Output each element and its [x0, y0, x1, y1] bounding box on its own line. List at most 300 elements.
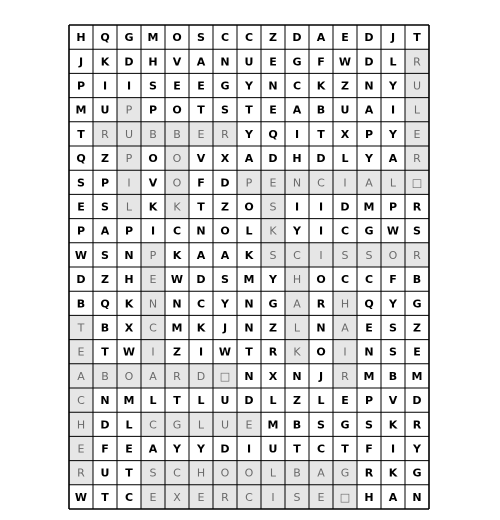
- grid-cell[interactable]: [261, 436, 285, 460]
- grid-cell[interactable]: [165, 388, 189, 412]
- grid-cell[interactable]: [93, 436, 117, 460]
- grid-cell[interactable]: [357, 412, 381, 436]
- grid-cell[interactable]: [405, 267, 429, 291]
- grid-cell[interactable]: [357, 243, 381, 267]
- grid-cell[interactable]: [117, 291, 141, 315]
- grid-cell[interactable]: [93, 219, 117, 243]
- grid-cell[interactable]: [405, 122, 429, 146]
- grid-cell[interactable]: [309, 436, 333, 460]
- grid-cell[interactable]: [93, 315, 117, 339]
- grid-cell[interactable]: [117, 364, 141, 388]
- grid-cell[interactable]: [117, 436, 141, 460]
- grid-cell[interactable]: [141, 146, 165, 170]
- grid-cell[interactable]: [357, 49, 381, 73]
- grid-cell[interactable]: [141, 25, 165, 49]
- grid-cell[interactable]: [165, 25, 189, 49]
- grid-cell[interactable]: [69, 461, 93, 485]
- grid-cell[interactable]: [285, 267, 309, 291]
- grid-cell[interactable]: [285, 315, 309, 339]
- grid-cell[interactable]: [261, 340, 285, 364]
- grid-cell[interactable]: [357, 146, 381, 170]
- grid-cell[interactable]: [189, 412, 213, 436]
- grid-cell[interactable]: [405, 340, 429, 364]
- grid-cell[interactable]: [237, 388, 261, 412]
- grid-cell[interactable]: [285, 243, 309, 267]
- grid-cell[interactable]: [117, 412, 141, 436]
- grid-cell[interactable]: [117, 73, 141, 97]
- grid-cell[interactable]: [405, 412, 429, 436]
- grid-cell[interactable]: [141, 49, 165, 73]
- grid-cell[interactable]: [237, 219, 261, 243]
- grid-cell[interactable]: [117, 194, 141, 218]
- grid-cell[interactable]: [405, 146, 429, 170]
- grid-cell[interactable]: [261, 25, 285, 49]
- grid-cell[interactable]: [237, 146, 261, 170]
- grid-cell[interactable]: [213, 122, 237, 146]
- grid-cell[interactable]: [309, 267, 333, 291]
- grid-cell[interactable]: [165, 461, 189, 485]
- grid-cell[interactable]: [237, 243, 261, 267]
- grid-cell[interactable]: [189, 194, 213, 218]
- grid-cell[interactable]: [357, 461, 381, 485]
- grid-cell[interactable]: [69, 243, 93, 267]
- grid-cell[interactable]: [357, 388, 381, 412]
- grid-cell[interactable]: [165, 194, 189, 218]
- grid-cell[interactable]: [93, 194, 117, 218]
- grid-cell[interactable]: [69, 170, 93, 194]
- grid-cell[interactable]: [333, 291, 357, 315]
- grid-cell[interactable]: [261, 98, 285, 122]
- grid-cell[interactable]: [165, 122, 189, 146]
- grid-cell[interactable]: [69, 388, 93, 412]
- grid-cell[interactable]: [165, 291, 189, 315]
- grid-cell[interactable]: [381, 364, 405, 388]
- grid-cell[interactable]: [69, 98, 93, 122]
- grid-cell[interactable]: [309, 73, 333, 97]
- grid-cell[interactable]: [333, 267, 357, 291]
- grid-cell[interactable]: [213, 146, 237, 170]
- grid-cell[interactable]: [117, 25, 141, 49]
- grid-cell[interactable]: [69, 291, 93, 315]
- grid-cell[interactable]: [165, 340, 189, 364]
- grid-cell[interactable]: [69, 25, 93, 49]
- grid-cell[interactable]: [141, 122, 165, 146]
- grid-cell[interactable]: [309, 364, 333, 388]
- grid-cell[interactable]: [381, 388, 405, 412]
- grid-cell[interactable]: [165, 485, 189, 509]
- grid-cell[interactable]: [165, 436, 189, 460]
- grid-cell[interactable]: [285, 412, 309, 436]
- grid-cell[interactable]: [381, 170, 405, 194]
- grid-cell[interactable]: [93, 243, 117, 267]
- grid-cell[interactable]: [213, 170, 237, 194]
- grid-cell[interactable]: [189, 73, 213, 97]
- grid-cell[interactable]: [93, 170, 117, 194]
- grid-cell[interactable]: [141, 461, 165, 485]
- grid-cell[interactable]: [381, 25, 405, 49]
- grid-cell[interactable]: [141, 98, 165, 122]
- grid-cell[interactable]: [93, 461, 117, 485]
- grid-cell[interactable]: [381, 291, 405, 315]
- grid-cell[interactable]: [237, 412, 261, 436]
- grid-cell[interactable]: [381, 122, 405, 146]
- grid-cell[interactable]: [69, 267, 93, 291]
- grid-cell[interactable]: [189, 122, 213, 146]
- grid-cell[interactable]: [69, 194, 93, 218]
- grid-cell[interactable]: [237, 194, 261, 218]
- grid-cell[interactable]: [165, 170, 189, 194]
- grid-cell[interactable]: [261, 315, 285, 339]
- grid-cell[interactable]: [333, 243, 357, 267]
- grid-cell[interactable]: [141, 412, 165, 436]
- grid-cell[interactable]: [165, 146, 189, 170]
- grid-cell[interactable]: [213, 315, 237, 339]
- grid-cell[interactable]: [189, 388, 213, 412]
- grid-cell[interactable]: [285, 436, 309, 460]
- grid-cell[interactable]: [69, 364, 93, 388]
- grid-cell[interactable]: [165, 267, 189, 291]
- grid-cell[interactable]: [93, 388, 117, 412]
- grid-cell[interactable]: [333, 485, 357, 509]
- grid-cell[interactable]: [309, 146, 333, 170]
- grid-cell[interactable]: [405, 219, 429, 243]
- grid-cell[interactable]: [261, 461, 285, 485]
- grid-cell[interactable]: [261, 146, 285, 170]
- grid-cell[interactable]: [261, 194, 285, 218]
- grid-cell[interactable]: [285, 25, 309, 49]
- grid-cell[interactable]: [93, 49, 117, 73]
- grid-cell[interactable]: [381, 461, 405, 485]
- grid-cell[interactable]: [189, 25, 213, 49]
- grid-cell[interactable]: [213, 98, 237, 122]
- grid-cell[interactable]: [69, 49, 93, 73]
- grid-cell[interactable]: [117, 461, 141, 485]
- grid-cell[interactable]: [333, 219, 357, 243]
- grid-cell[interactable]: [285, 98, 309, 122]
- grid-cell[interactable]: [357, 73, 381, 97]
- grid-cell[interactable]: [357, 364, 381, 388]
- grid-cell[interactable]: [381, 315, 405, 339]
- grid-cell[interactable]: [237, 98, 261, 122]
- grid-cell[interactable]: [141, 194, 165, 218]
- grid-cell[interactable]: [213, 73, 237, 97]
- grid-cell[interactable]: [261, 170, 285, 194]
- grid-cell[interactable]: [261, 219, 285, 243]
- grid-cell[interactable]: [285, 291, 309, 315]
- grid-cell[interactable]: [285, 485, 309, 509]
- grid-cell[interactable]: [141, 170, 165, 194]
- grid-cell[interactable]: [405, 98, 429, 122]
- grid-cell[interactable]: [237, 73, 261, 97]
- grid-cell[interactable]: [309, 461, 333, 485]
- grid-cell[interactable]: [285, 122, 309, 146]
- grid-cell[interactable]: [405, 25, 429, 49]
- grid-cell[interactable]: [117, 122, 141, 146]
- grid-cell[interactable]: [309, 122, 333, 146]
- grid-cell[interactable]: [165, 315, 189, 339]
- grid-cell[interactable]: [357, 315, 381, 339]
- grid-cell[interactable]: [189, 267, 213, 291]
- grid-cell[interactable]: [381, 340, 405, 364]
- grid-cell[interactable]: [165, 219, 189, 243]
- grid-cell[interactable]: [309, 291, 333, 315]
- grid-cell[interactable]: [237, 340, 261, 364]
- grid-cell[interactable]: [405, 291, 429, 315]
- grid-cell[interactable]: [189, 219, 213, 243]
- grid-cell[interactable]: [213, 461, 237, 485]
- grid-cell[interactable]: [381, 98, 405, 122]
- grid-cell[interactable]: [309, 340, 333, 364]
- grid-cell[interactable]: [333, 146, 357, 170]
- grid-cell[interactable]: [405, 194, 429, 218]
- grid-cell[interactable]: [333, 194, 357, 218]
- grid-cell[interactable]: [309, 25, 333, 49]
- grid-cell[interactable]: [69, 219, 93, 243]
- grid-cell[interactable]: [141, 243, 165, 267]
- grid-cell[interactable]: [237, 291, 261, 315]
- grid-cell[interactable]: [93, 485, 117, 509]
- grid-cell[interactable]: [189, 98, 213, 122]
- grid-cell[interactable]: [141, 340, 165, 364]
- grid-cell[interactable]: [213, 194, 237, 218]
- grid-cell[interactable]: [405, 388, 429, 412]
- grid-cell[interactable]: [141, 219, 165, 243]
- grid-cell[interactable]: [333, 98, 357, 122]
- grid-cell[interactable]: [189, 315, 213, 339]
- grid-cell[interactable]: [213, 49, 237, 73]
- grid-cell[interactable]: [69, 146, 93, 170]
- grid-cell[interactable]: [261, 485, 285, 509]
- grid-cell[interactable]: [213, 291, 237, 315]
- grid-cell[interactable]: [357, 267, 381, 291]
- grid-cell[interactable]: [237, 170, 261, 194]
- grid-cell[interactable]: [189, 436, 213, 460]
- grid-cell[interactable]: [309, 219, 333, 243]
- grid-cell[interactable]: [165, 412, 189, 436]
- grid-cell[interactable]: [285, 49, 309, 73]
- grid-cell[interactable]: [405, 485, 429, 509]
- grid-cell[interactable]: [141, 267, 165, 291]
- grid-cell[interactable]: [285, 219, 309, 243]
- grid-cell[interactable]: [261, 243, 285, 267]
- grid-cell[interactable]: [93, 73, 117, 97]
- grid-cell[interactable]: [69, 340, 93, 364]
- grid-cell[interactable]: [213, 25, 237, 49]
- grid-cell[interactable]: [117, 388, 141, 412]
- grid-cell[interactable]: [117, 315, 141, 339]
- grid-cell[interactable]: [213, 267, 237, 291]
- grid-cell[interactable]: [333, 364, 357, 388]
- grid-cell[interactable]: [213, 364, 237, 388]
- grid-cell[interactable]: [261, 122, 285, 146]
- grid-cell[interactable]: [333, 315, 357, 339]
- grid-cell[interactable]: [141, 485, 165, 509]
- grid-cell[interactable]: [117, 267, 141, 291]
- grid-cell[interactable]: [237, 485, 261, 509]
- grid-cell[interactable]: [93, 25, 117, 49]
- grid-cell[interactable]: [165, 98, 189, 122]
- grid-cell[interactable]: [309, 243, 333, 267]
- grid-cell[interactable]: [213, 340, 237, 364]
- grid-cell[interactable]: [93, 291, 117, 315]
- grid-cell[interactable]: [93, 98, 117, 122]
- grid-cell[interactable]: [189, 170, 213, 194]
- grid-cell[interactable]: [189, 243, 213, 267]
- grid-cell[interactable]: [405, 170, 429, 194]
- grid-cell[interactable]: [333, 73, 357, 97]
- grid-cell[interactable]: [93, 364, 117, 388]
- grid-cell[interactable]: [117, 219, 141, 243]
- grid-cell[interactable]: [213, 388, 237, 412]
- grid-cell[interactable]: [333, 436, 357, 460]
- grid-cell[interactable]: [285, 340, 309, 364]
- grid-cell[interactable]: [141, 315, 165, 339]
- grid-cell[interactable]: [405, 73, 429, 97]
- grid-cell[interactable]: [117, 146, 141, 170]
- grid-cell[interactable]: [357, 25, 381, 49]
- grid-cell[interactable]: [381, 243, 405, 267]
- grid-cell[interactable]: [333, 25, 357, 49]
- grid-cell[interactable]: [285, 194, 309, 218]
- grid-cell[interactable]: [237, 315, 261, 339]
- grid-cell[interactable]: [237, 49, 261, 73]
- grid-cell[interactable]: [69, 436, 93, 460]
- grid-cell[interactable]: [381, 412, 405, 436]
- grid-cell[interactable]: [333, 388, 357, 412]
- grid-cell[interactable]: [237, 461, 261, 485]
- grid-cell[interactable]: [357, 98, 381, 122]
- grid-cell[interactable]: [381, 219, 405, 243]
- grid-cell[interactable]: [189, 146, 213, 170]
- grid-cell[interactable]: [261, 412, 285, 436]
- grid-cell[interactable]: [93, 412, 117, 436]
- grid-cell[interactable]: [189, 461, 213, 485]
- grid-cell[interactable]: [285, 73, 309, 97]
- grid-cell[interactable]: [381, 146, 405, 170]
- grid-cell[interactable]: [141, 364, 165, 388]
- grid-cell[interactable]: [405, 243, 429, 267]
- grid-cell[interactable]: [165, 364, 189, 388]
- grid-cell[interactable]: [165, 49, 189, 73]
- grid-cell[interactable]: [309, 170, 333, 194]
- grid-cell[interactable]: [69, 73, 93, 97]
- grid-cell[interactable]: [381, 194, 405, 218]
- grid-cell[interactable]: [333, 170, 357, 194]
- grid-cell[interactable]: [117, 485, 141, 509]
- grid-cell[interactable]: [93, 122, 117, 146]
- grid-cell[interactable]: [309, 194, 333, 218]
- grid-cell[interactable]: [69, 485, 93, 509]
- grid-cell[interactable]: [381, 73, 405, 97]
- grid-cell[interactable]: [381, 267, 405, 291]
- grid-cell[interactable]: [117, 98, 141, 122]
- grid-cell[interactable]: [357, 219, 381, 243]
- grid-cell[interactable]: [357, 291, 381, 315]
- grid-cell[interactable]: [285, 170, 309, 194]
- grid-cell[interactable]: [189, 340, 213, 364]
- grid-cell[interactable]: [333, 461, 357, 485]
- grid-cell[interactable]: [213, 219, 237, 243]
- grid-cell[interactable]: [309, 388, 333, 412]
- grid-cell[interactable]: [141, 388, 165, 412]
- grid-cell[interactable]: [261, 388, 285, 412]
- grid-cell[interactable]: [285, 461, 309, 485]
- grid-cell[interactable]: [141, 73, 165, 97]
- grid-cell[interactable]: [117, 49, 141, 73]
- grid-cell[interactable]: [213, 243, 237, 267]
- grid-cell[interactable]: [285, 364, 309, 388]
- grid-cell[interactable]: [333, 412, 357, 436]
- grid-cell[interactable]: [165, 243, 189, 267]
- grid-cell[interactable]: [285, 146, 309, 170]
- grid-cell[interactable]: [381, 485, 405, 509]
- grid-cell[interactable]: [213, 436, 237, 460]
- grid-cell[interactable]: [237, 364, 261, 388]
- grid-cell[interactable]: [333, 122, 357, 146]
- grid-cell[interactable]: [237, 436, 261, 460]
- grid-cell[interactable]: [261, 73, 285, 97]
- grid-cell[interactable]: [333, 340, 357, 364]
- grid-cell[interactable]: [93, 340, 117, 364]
- grid-cell[interactable]: [405, 461, 429, 485]
- grid-cell[interactable]: [381, 436, 405, 460]
- grid-cell[interactable]: [357, 340, 381, 364]
- grid-cell[interactable]: [141, 291, 165, 315]
- grid-cell[interactable]: [357, 122, 381, 146]
- grid-cell[interactable]: [69, 315, 93, 339]
- grid-cell[interactable]: [93, 146, 117, 170]
- grid-cell[interactable]: [213, 412, 237, 436]
- grid-cell[interactable]: [309, 98, 333, 122]
- grid-cell[interactable]: [93, 267, 117, 291]
- grid-cell[interactable]: [333, 49, 357, 73]
- grid-cell[interactable]: [141, 436, 165, 460]
- grid-cell[interactable]: [357, 436, 381, 460]
- grid-cell[interactable]: [309, 412, 333, 436]
- grid-cell[interactable]: [261, 267, 285, 291]
- grid-cell[interactable]: [405, 49, 429, 73]
- grid-cell[interactable]: [357, 194, 381, 218]
- grid-cell[interactable]: [165, 73, 189, 97]
- grid-cell[interactable]: [117, 340, 141, 364]
- grid-cell[interactable]: [117, 170, 141, 194]
- grid-cell[interactable]: [213, 485, 237, 509]
- grid-cell[interactable]: [309, 485, 333, 509]
- grid-cell[interactable]: [309, 49, 333, 73]
- grid-cell[interactable]: [189, 291, 213, 315]
- grid-cell[interactable]: [69, 122, 93, 146]
- grid-cell[interactable]: [285, 388, 309, 412]
- grid-cell[interactable]: [261, 291, 285, 315]
- grid-cell[interactable]: [189, 364, 213, 388]
- grid-cell[interactable]: [357, 485, 381, 509]
- grid-cell[interactable]: [117, 243, 141, 267]
- grid-cell[interactable]: [405, 436, 429, 460]
- grid-cell[interactable]: [189, 49, 213, 73]
- grid-cell[interactable]: [237, 267, 261, 291]
- grid-cell[interactable]: [237, 122, 261, 146]
- grid-cell[interactable]: [261, 49, 285, 73]
- grid-cell[interactable]: [405, 315, 429, 339]
- grid-cell[interactable]: [189, 485, 213, 509]
- grid-cell[interactable]: [357, 170, 381, 194]
- grid-cell[interactable]: [237, 25, 261, 49]
- grid-cell[interactable]: [309, 315, 333, 339]
- grid-cell[interactable]: [261, 364, 285, 388]
- grid-cell[interactable]: [381, 49, 405, 73]
- grid-cell[interactable]: [405, 364, 429, 388]
- grid-cell[interactable]: [69, 412, 93, 436]
